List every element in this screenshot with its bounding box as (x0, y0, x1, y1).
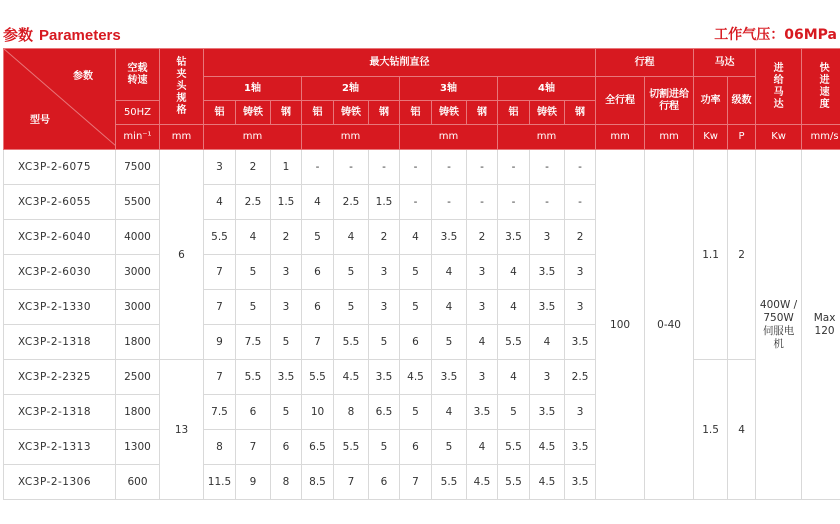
diameter-cell: 3 (369, 255, 400, 290)
diameter-cell: 7 (334, 465, 369, 500)
diameter-cell: - (400, 150, 432, 185)
speed-header: 空载转速 (116, 49, 160, 101)
diameter-cell: 7.5 (236, 325, 271, 360)
full-stroke-cell: 100 (596, 150, 645, 500)
diameter-cell: 2 (369, 220, 400, 255)
diameter-cell: 7.5 (204, 395, 236, 430)
diameter-cell: 8 (271, 465, 302, 500)
chuck-cell: 13 (160, 360, 204, 500)
speed-freq-header: 50HZ (116, 101, 160, 125)
axis-1-unit: mm (204, 125, 302, 150)
cut-stroke-unit: mm (645, 125, 694, 150)
mat-al-3: 铝 (400, 101, 432, 125)
model-cell: XC3P-2-6075 (4, 150, 116, 185)
diameter-cell: 3.5 (565, 325, 596, 360)
model-cell: XC3P-2-1313 (4, 430, 116, 465)
diameter-cell: 5.5 (204, 220, 236, 255)
table-row (4, 360, 840, 395)
diameter-cell: - (530, 150, 565, 185)
diameter-cell: 5.5 (498, 465, 530, 500)
mat-ci-4: 铸铁 (530, 101, 565, 125)
title-en: Parameters (39, 27, 121, 44)
diameter-cell: 4 (498, 360, 530, 395)
diameter-cell: 2 (565, 220, 596, 255)
diameter-cell: 6 (400, 325, 432, 360)
diameter-cell: 1.5 (271, 185, 302, 220)
diameter-cell: 6 (369, 465, 400, 500)
model-cell: XC3P-2-6040 (4, 220, 116, 255)
axis-3-header: 3轴 (400, 77, 498, 101)
diameter-cell: 5 (334, 255, 369, 290)
diameter-cell: 3 (467, 290, 498, 325)
model-cell: XC3P-2-6055 (4, 185, 116, 220)
level-header: 级数 (728, 77, 756, 125)
diameter-cell: 7 (204, 360, 236, 395)
diameter-cell: 6.5 (369, 395, 400, 430)
diameter-cell: 2.5 (236, 185, 271, 220)
diameter-cell: 4 (498, 290, 530, 325)
diameter-cell: 4 (236, 220, 271, 255)
model-cell: XC3P-2-2325 (4, 360, 116, 395)
diameter-cell: 2.5 (334, 185, 369, 220)
diameter-cell: 7 (204, 290, 236, 325)
corner-model-label: 型号 (30, 115, 50, 126)
diameter-cell: 5 (432, 430, 467, 465)
speed-cell: 3000 (116, 290, 160, 325)
power-cell: 1.5 (694, 360, 728, 500)
diameter-cell: - (467, 185, 498, 220)
mat-st-1: 钢 (271, 101, 302, 125)
diameter-cell: - (498, 185, 530, 220)
diameter-cell: 8 (204, 430, 236, 465)
diameter-cell: - (369, 150, 400, 185)
power-cell: 1.1 (694, 150, 728, 360)
diameter-cell: 5 (236, 255, 271, 290)
feed-motor-header: 进给马达 (756, 49, 802, 125)
diameter-cell: 5.5 (334, 325, 369, 360)
fast-speed-header: 快进速度 (802, 49, 840, 125)
diameter-cell: 9 (204, 325, 236, 360)
diameter-cell: 1 (271, 150, 302, 185)
page-title (3, 24, 121, 45)
chuck-cell: 6 (160, 150, 204, 360)
diameter-cell: 4 (334, 220, 369, 255)
diameter-cell: 8 (334, 395, 369, 430)
motor-header: 马达 (694, 49, 756, 77)
model-cell: XC3P-2-1318 (4, 395, 116, 430)
feed-motor-unit: Kw (756, 125, 802, 150)
mat-al-4: 铝 (498, 101, 530, 125)
diameter-cell: 5 (302, 220, 334, 255)
diameter-cell: - (400, 185, 432, 220)
diameter-cell: 3.5 (530, 255, 565, 290)
diameter-cell: 4 (498, 255, 530, 290)
fast-speed-unit: mm/s (802, 125, 840, 150)
fast-speed-cell (802, 150, 840, 500)
mat-st-4: 钢 (565, 101, 596, 125)
diameter-cell: 5 (400, 395, 432, 430)
speed-cell: 600 (116, 465, 160, 500)
feed-motor-value: 400W / 750W 伺服电机 (759, 298, 798, 350)
diameter-cell: 3.5 (530, 395, 565, 430)
diameter-cell: 4.5 (400, 360, 432, 395)
diameter-cell: 5 (271, 325, 302, 360)
diameter-cell: 4 (432, 290, 467, 325)
diameter-cell: 10 (302, 395, 334, 430)
diameter-cell: 4 (204, 185, 236, 220)
mat-st-2: 钢 (369, 101, 400, 125)
mat-ci-1: 铸铁 (236, 101, 271, 125)
diameter-cell: 3 (467, 360, 498, 395)
diameter-cell: 5.5 (236, 360, 271, 395)
diameter-cell: 8.5 (302, 465, 334, 500)
diameter-cell: 5.5 (498, 430, 530, 465)
chuck-unit: mm (160, 125, 204, 150)
diameter-cell: 5 (271, 395, 302, 430)
diameter-cell: 5.5 (334, 430, 369, 465)
chuck-header: 钻夹头规格 (160, 49, 204, 125)
diameter-cell: 3 (565, 290, 596, 325)
diameter-cell: - (565, 185, 596, 220)
diameter-cell: 3.5 (432, 220, 467, 255)
level-unit: P (728, 125, 756, 150)
axis-2-header: 2轴 (302, 77, 400, 101)
diameter-cell: - (334, 150, 369, 185)
diameter-cell: 5.5 (498, 325, 530, 360)
diameter-cell: 5 (369, 325, 400, 360)
page-header (0, 0, 840, 44)
diameter-cell: 5.5 (432, 465, 467, 500)
diameter-cell: 6 (400, 430, 432, 465)
diameter-cell: 2.5 (565, 360, 596, 395)
diameter-cell: 2 (236, 150, 271, 185)
diameter-cell: 7 (400, 465, 432, 500)
diameter-cell: 5.5 (302, 360, 334, 395)
speed-cell: 4000 (116, 220, 160, 255)
diameter-cell: 5 (334, 290, 369, 325)
axis-4-unit: mm (498, 125, 596, 150)
diameter-cell: - (530, 185, 565, 220)
title-cn: 参数 (3, 26, 34, 44)
diameter-cell: 4.5 (530, 430, 565, 465)
diameter-cell: 3.5 (467, 395, 498, 430)
diameter-cell: - (302, 150, 334, 185)
mat-ci-3: 铸铁 (432, 101, 467, 125)
axis-1-header: 1轴 (204, 77, 302, 101)
mat-al-2: 铝 (302, 101, 334, 125)
diameter-cell: 7 (204, 255, 236, 290)
speed-cell: 5500 (116, 185, 160, 220)
diameter-cell: 2 (467, 220, 498, 255)
diameter-cell: 3 (565, 395, 596, 430)
diameter-cell: 5 (400, 290, 432, 325)
speed-unit: min⁻¹ (116, 125, 160, 150)
full-stroke-header: 全行程 (596, 77, 645, 125)
speed-cell: 3000 (116, 255, 160, 290)
diameter-cell: 4 (432, 255, 467, 290)
axis-2-unit: mm (302, 125, 400, 150)
diameter-cell: 3.5 (530, 290, 565, 325)
diameter-cell: 3.5 (369, 360, 400, 395)
diameter-cell: 3.5 (565, 430, 596, 465)
cut-stroke-header: 切割进给行程 (645, 77, 694, 125)
diameter-cell: 2 (271, 220, 302, 255)
diameter-cell: 3.5 (498, 220, 530, 255)
diameter-cell: 6.5 (302, 430, 334, 465)
speed-cell: 7500 (116, 150, 160, 185)
level-cell: 4 (728, 360, 756, 500)
diameter-cell: 3 (467, 255, 498, 290)
diameter-cell: 7 (302, 325, 334, 360)
model-cell: XC3P-2-6030 (4, 255, 116, 290)
axis-3-unit: mm (400, 125, 498, 150)
table-row (4, 150, 840, 185)
diameter-cell: 4 (302, 185, 334, 220)
mat-ci-2: 铸铁 (334, 101, 369, 125)
corner-param-label: 参数 (73, 71, 93, 82)
diameter-cell: 7 (236, 430, 271, 465)
diameter-cell: - (432, 185, 467, 220)
diameter-cell: 11.5 (204, 465, 236, 500)
diameter-cell: 1.5 (369, 185, 400, 220)
diameter-cell: 3 (271, 255, 302, 290)
parameters-table (3, 48, 840, 500)
full-stroke-unit: mm (596, 125, 645, 150)
speed-cell: 2500 (116, 360, 160, 395)
diameter-cell: 4 (467, 325, 498, 360)
corner-header (4, 49, 116, 150)
diameter-cell: 3 (565, 255, 596, 290)
diameter-cell: 3.5 (565, 465, 596, 500)
diameter-cell: 5 (432, 325, 467, 360)
cut-stroke-cell: 0-40 (645, 150, 694, 500)
power-header: 功率 (694, 77, 728, 125)
diameter-cell: - (432, 150, 467, 185)
diameter-cell: 4.5 (530, 465, 565, 500)
speed-cell: 1300 (116, 430, 160, 465)
level-cell: 2 (728, 150, 756, 360)
diameter-cell: 6 (302, 255, 334, 290)
max-diameter-header: 最大钻削直径 (204, 49, 596, 77)
diameter-cell: - (467, 150, 498, 185)
diameter-cell: 4 (530, 325, 565, 360)
speed-cell: 1800 (116, 395, 160, 430)
speed-cell: 1800 (116, 325, 160, 360)
diameter-cell: - (498, 150, 530, 185)
diameter-cell: - (565, 150, 596, 185)
diameter-cell: 3 (271, 290, 302, 325)
diameter-cell: 5 (498, 395, 530, 430)
stroke-header: 行程 (596, 49, 694, 77)
diameter-cell: 3 (530, 360, 565, 395)
diameter-cell: 5 (369, 430, 400, 465)
table-body (4, 150, 840, 500)
diameter-cell: 4.5 (467, 465, 498, 500)
diameter-cell: 4 (467, 430, 498, 465)
mat-al-1: 铝 (204, 101, 236, 125)
mat-st-3: 钢 (467, 101, 498, 125)
diameter-cell: 3 (204, 150, 236, 185)
power-unit: Kw (694, 125, 728, 150)
diameter-cell: 6 (302, 290, 334, 325)
diameter-cell: 4.5 (334, 360, 369, 395)
diameter-cell: 5 (400, 255, 432, 290)
working-pressure: 工作气压：06MPa (714, 27, 837, 43)
diameter-cell: 4 (432, 395, 467, 430)
diameter-cell: 5 (236, 290, 271, 325)
diameter-cell: 6 (271, 430, 302, 465)
model-cell: XC3P-2-1330 (4, 290, 116, 325)
diameter-cell: 3 (530, 220, 565, 255)
diameter-cell: 3.5 (432, 360, 467, 395)
diameter-cell: 6 (236, 395, 271, 430)
corner-diagonal (4, 49, 116, 146)
diameter-cell: 3 (369, 290, 400, 325)
model-cell: XC3P-2-1306 (4, 465, 116, 500)
diameter-cell: 4 (400, 220, 432, 255)
feed-motor-cell (756, 150, 802, 500)
diameter-cell: 3.5 (271, 360, 302, 395)
model-cell: XC3P-2-1318 (4, 325, 116, 360)
axis-4-header: 4轴 (498, 77, 596, 101)
diameter-cell: 9 (236, 465, 271, 500)
fast-speed-value: Max 120 (813, 311, 836, 337)
